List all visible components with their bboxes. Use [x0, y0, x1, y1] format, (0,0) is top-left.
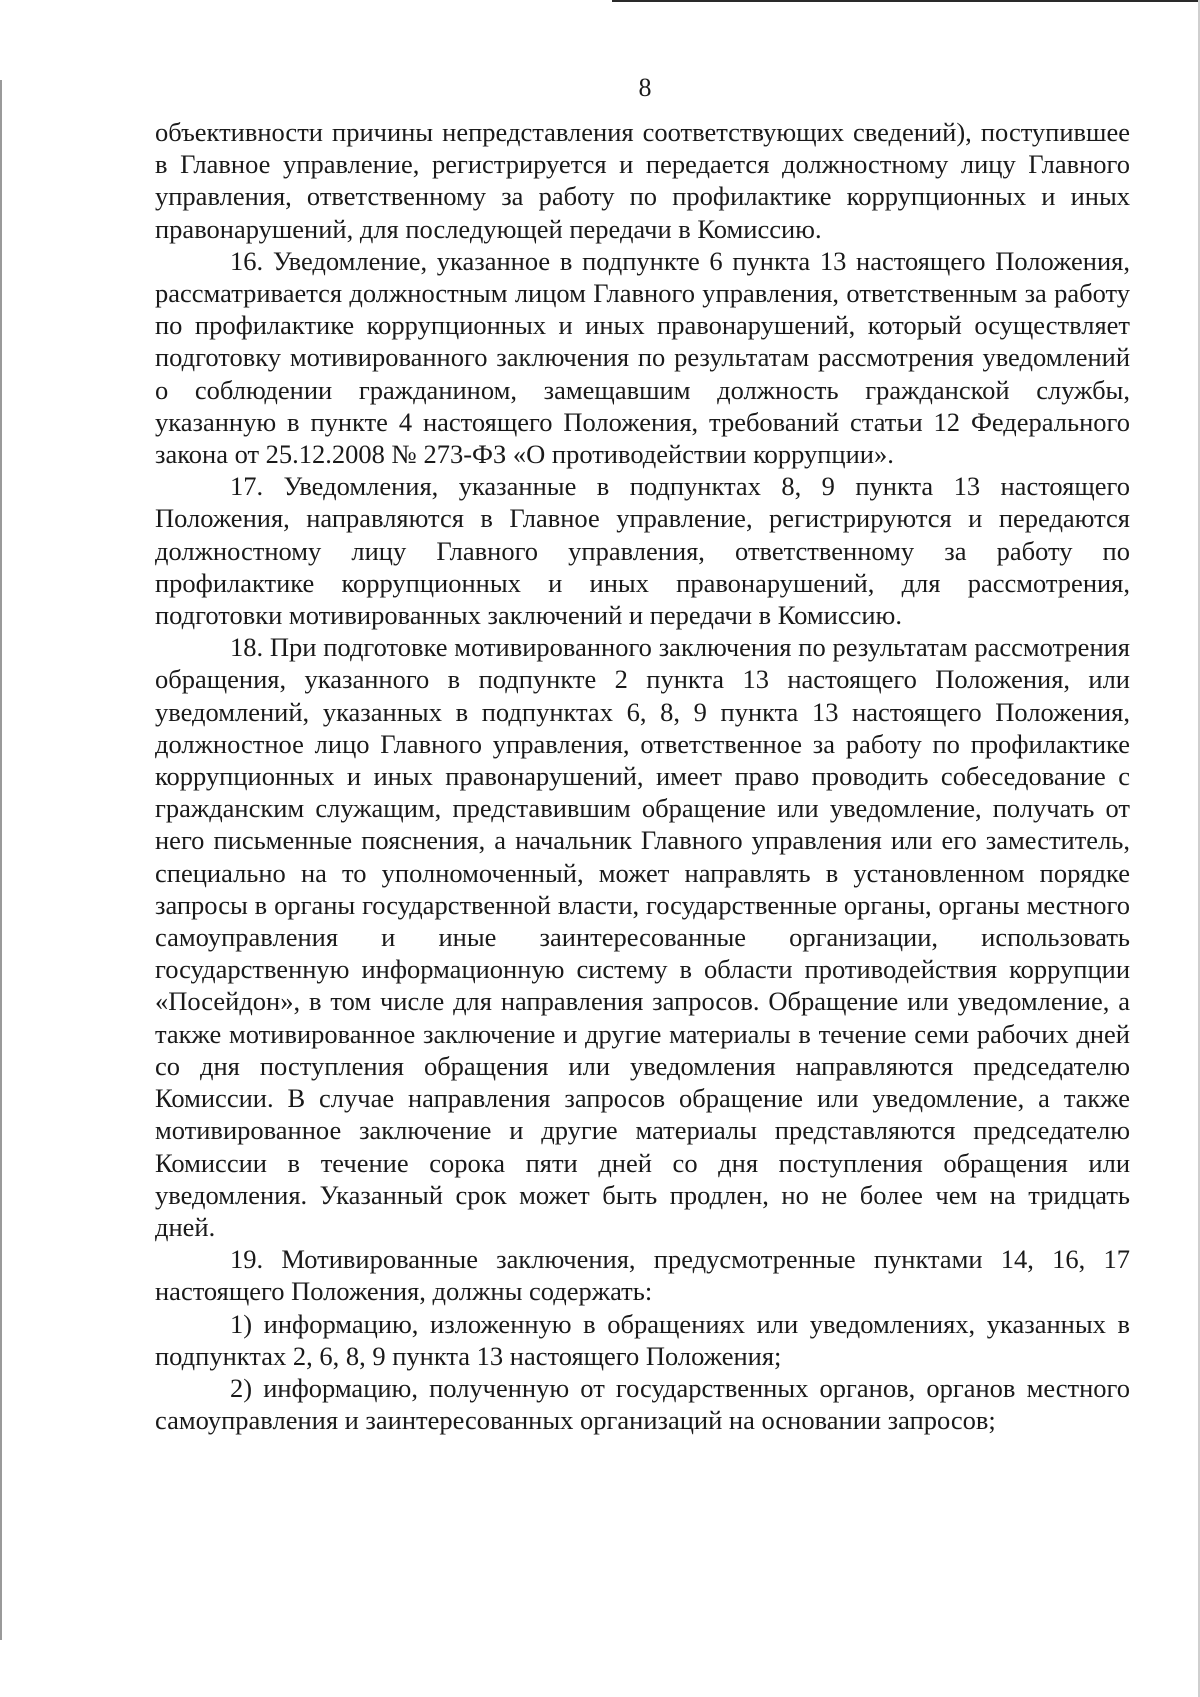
scan-top-border-line [612, 0, 1200, 2]
paragraph-clause-19: 19. Мотивированные заключения, предусмотренные пунктами 14, 16, 17 настоящего Положения, должны содержать: [155, 1244, 1130, 1307]
document-body [155, 116, 1130, 1436]
page-number: 8 [638, 73, 652, 102]
paragraph-clause-18: 18. При подготовке мотивированного заключения по результатам рассмотрения обращения, указанного в подпункте 2 пункта 13 настоящего Положения, или уведомлений, указанных в подпунктах 6, 8, 9 пункта 13 настоящего Положения, должностное лицо Главного управления, ответственное за работу по профилактике коррупционных и иных правонарушений, имеет право проводить собеседование с гражданским служащим, представившим обращение или уведомление, получать от него письменные пояснения, а начальник Главного управления или его заместитель, специально на то уполномоченный, может направлять в установленном порядке запросы в органы государственной власти, государственные органы, органы местного самоуправления и иные заинтересованные организации, использовать государственную информационную систему в области противодействия коррупции «Посейдон», в том числе для направления запросов. Обращение или уведомление, а также мотивированное заключение и другие материалы в течение семи рабочих дней со дня поступления обращения или уведомления направляются председателю Комиссии. В случае направления запросов обращение или уведомление, а также мотивированное заключение и другие материалы представляются председателю Комиссии в течение сорока пяти дней со дня поступления обращения или уведомления. Указанный срок может быть продлен, но не более чем на тридцать дней. [155, 632, 1130, 1242]
paragraph-clause-17: 17. Уведомления, указанные в подпунктах 8, 9 пункта 13 настоящего Положения, направляются в Главное управление, регистрируются и передаются должностному лицу Главного управления, ответственному за работу по профилактике коррупционных и иных правонарушений, для рассмотрения, подготовки мотивированных заключений и передачи в Комиссию. [155, 471, 1130, 631]
paragraph-continuation: объективности причины непредставления соответствующих сведений), поступившее в Главное управление, регистрируется и передается должностному лицу Главного управления, ответственному за работу по профилактике коррупционных и иных правонарушений, для последующей передачи в Комиссию. [155, 117, 1130, 244]
scan-left-edge-shadow [0, 80, 2, 1640]
paragraph-clause-19-item-1: 1) информацию, изложенную в обращениях или уведомлениях, указанных в подпунктах 2, 6, 8, 9 пункта 13 настоящего Положения; [155, 1308, 1130, 1371]
paragraph-clause-19-item-2: 2) информацию, полученную от государственных органов, органов местного самоуправления и заинтересованных организаций на основании запросов; [155, 1372, 1130, 1436]
paragraph-clause-16: 16. Уведомление, указанное в подпункте 6 пункта 13 настоящего Положения, рассматривается должностным лицом Главного управления, ответственным за работу по профилактике коррупционных и иных правонарушений, который осуществляет подготовку мотивированного заключения по результатам рассмотрения уведомлений о соблюдении гражданином, замещавшим должность гражданской службы, указанную в пункте 4 настоящего Положения, требований статьи 12 Федерального закона от 25.12.2008 № 273-ФЗ «О противодействии коррупции». [155, 245, 1130, 470]
